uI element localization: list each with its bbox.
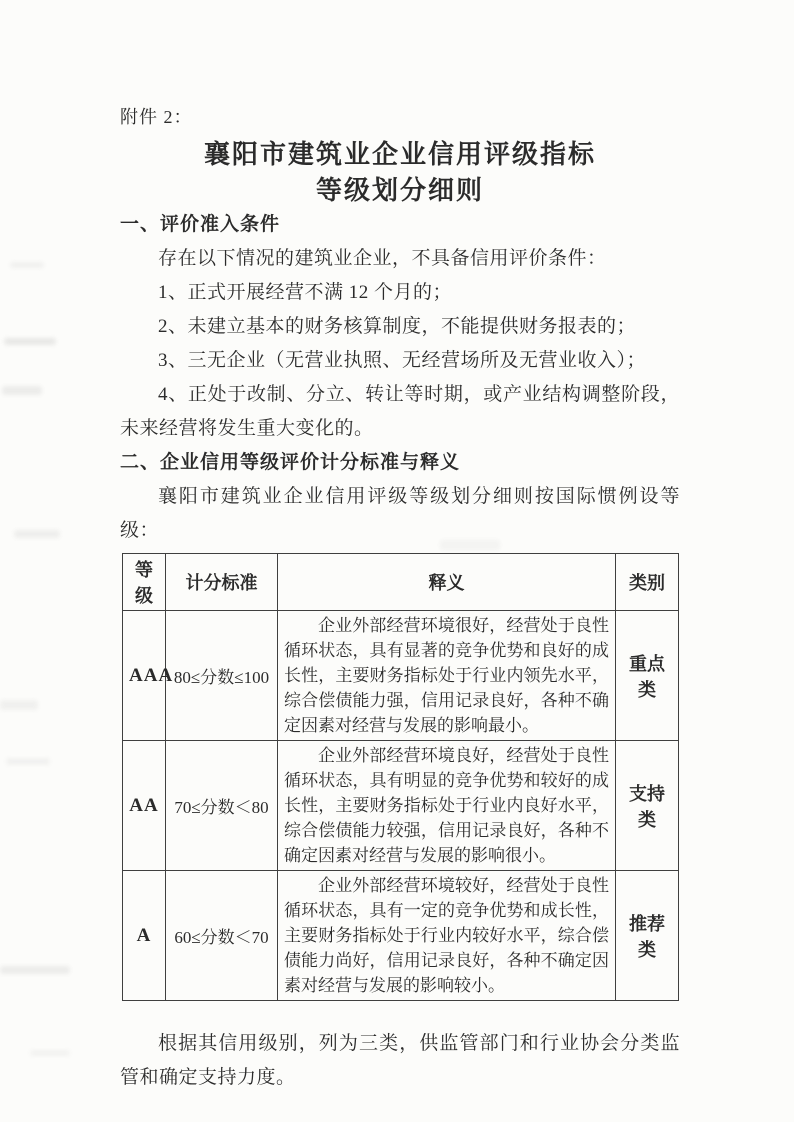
definition-cell [278,611,616,741]
table-header-row [123,554,679,611]
section2-heading: 二、企业信用等级评价计分标准与释义 [120,452,461,473]
grade-cell: AA [123,741,166,871]
table-header-category: 类别 [616,554,679,611]
definition-cell [278,741,616,871]
document-title-line2: 等级划分细则 [315,175,484,205]
category-cell: 推荐类 [616,871,679,1001]
attachment-label: 附件 2： [120,107,193,127]
section1-item: 3、三无企业（无营业执照、无经营场所及无营业收入）； [158,350,647,371]
table-header-score: 计分标准 [166,554,278,611]
credit-rating-table [122,553,679,1001]
scan-artifact [0,700,38,710]
document-title [120,136,680,208]
score-cell: 80≤分数≤100 [166,611,278,741]
scan-artifact [4,338,56,345]
scan-artifact [6,758,50,765]
table-header-definition: 释义 [278,554,616,611]
definition-cell [278,871,616,1001]
category-cell: 支持类 [616,741,679,871]
table-row-aa [123,741,679,871]
score-cell: 70≤分数＜80 [166,741,278,871]
scan-artifact [14,530,60,538]
scan-artifact [2,386,42,395]
table-row-a [123,871,679,1001]
document-title-line1: 襄阳市建筑业企业信用评级指标 [203,139,596,169]
definition-text: 企业外部经营环境较好，经营处于良性循环状态，具有一定的竞争优势和成长性，主要财务指标处于行业内较好水平，综合偿债能力尚好，信用记录良好，各种不确定因素对经营与发展的影响较小。 [284,876,609,995]
document-content [120,102,680,1095]
section2-intro: 襄阳市建筑业企业信用评级等级划分细则按国际惯例设等级： [120,486,680,541]
scan-artifact [30,1050,70,1056]
section1-item: 1、正式开展经营不满 12 个月的； [158,282,453,303]
table-row-aaa [123,611,679,741]
table-header-grade: 等级 [123,554,166,611]
score-cell: 60≤分数＜70 [166,871,278,1001]
section1-item: 4、正处于改制、分立、转让等时期，或产业结构调整阶段，未来经营将发生重大变化的。 [120,384,680,439]
scan-artifact [0,966,70,974]
scan-artifact [10,262,44,268]
category-cell: 重点类 [616,611,679,741]
grade-cell: AAA [123,611,166,741]
section1-intro: 存在以下情况的建筑业企业，不具备信用评价条件： [158,248,607,269]
closing-paragraph: 根据其信用级别，列为三类，供监管部门和行业协会分类监管和确定支持力度。 [120,1033,680,1088]
definition-text: 企业外部经营环境良好，经营处于良性循环状态，具有明显的竞争优势和较好的成长性，主要财务指标处于行业内良好水平，综合偿债能力较强，信用记录良好，各种不确定因素对经营与发展的影响很小。 [284,746,609,865]
grade-cell: A [123,871,166,1001]
definition-text: 企业外部经营环境很好，经营处于良性循环状态，具有显著的竞争优势和良好的成长性，主要财务指标处于行业内领先水平，综合偿债能力强，信用记录良好，各种不确定因素对经营与发展的影响最小。 [284,616,609,735]
section1-item: 2、未建立基本的财务核算制度，不能提供财务报表的； [158,316,637,337]
section1-heading: 一、评价准入条件 [120,214,281,235]
